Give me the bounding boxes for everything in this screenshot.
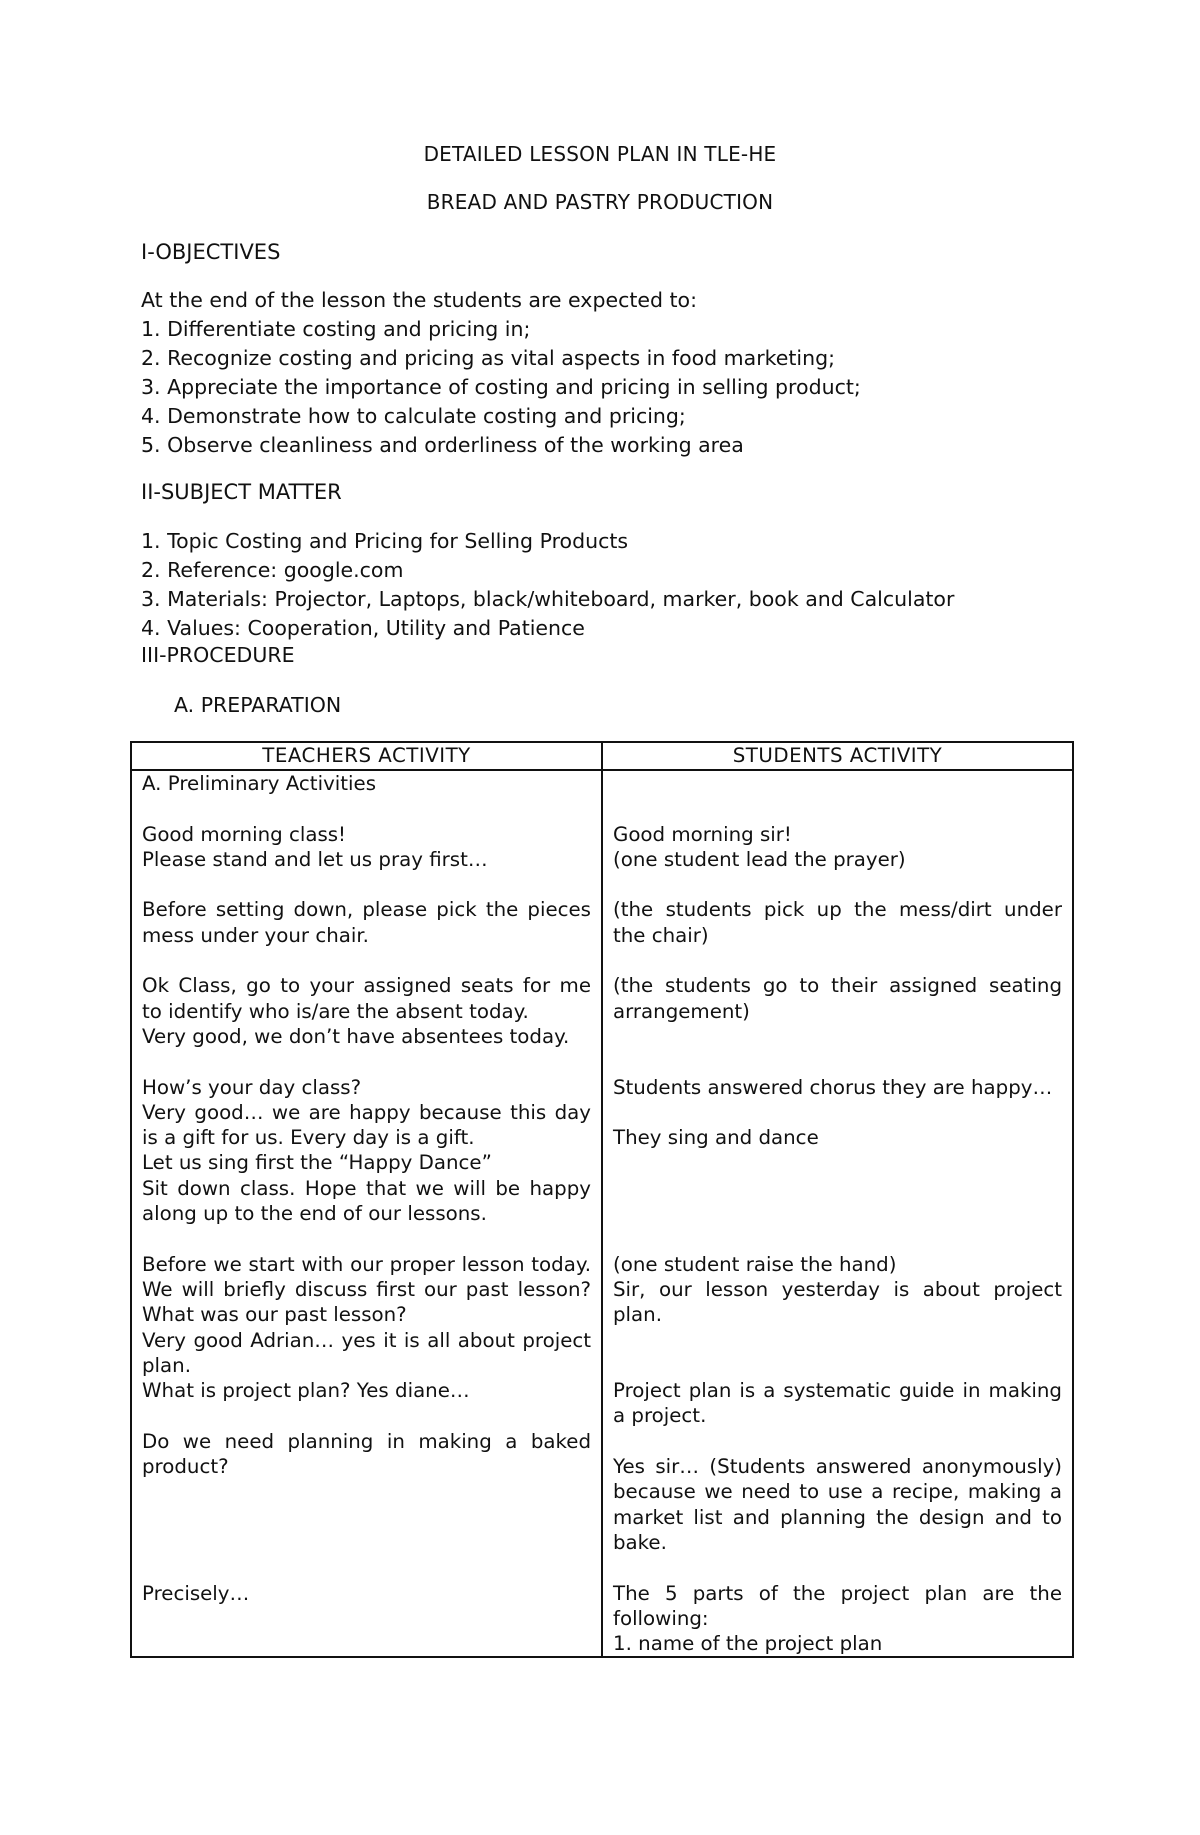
teacher-activity-line (142, 796, 591, 821)
student-activity-line (613, 1024, 1062, 1049)
subject-matter-list (141, 527, 954, 643)
table-header-row (131, 742, 1073, 770)
student-activity-line (613, 1049, 1062, 1074)
students-activity-cell (602, 770, 1073, 1657)
student-activity-line: Sir, our lesson yesterday is about project plan. (613, 1277, 1062, 1327)
student-activity-line (613, 1555, 1062, 1580)
teacher-activity-line: Precisely… (142, 1581, 250, 1605)
activity-table (130, 741, 1074, 1658)
student-activity-line (613, 1100, 1062, 1125)
student-activity-line (613, 1150, 1062, 1175)
objective-item: 1. Differentiate costing and pricing in; (141, 317, 531, 341)
teacher-activity-line (142, 1403, 591, 1428)
student-activity-line: The 5 parts of the project plan are the following: (613, 1581, 1062, 1630)
teacher-activity-line: What is project plan? Yes diane… (142, 1379, 470, 1403)
table-row (131, 770, 1073, 1657)
objective-item: 2. Recognize costing and pricing as vital aspects in food marketing; (141, 346, 836, 370)
preparation-heading: A. PREPARATION (174, 693, 342, 717)
teacher-activity-line: Sit down class. Hope that we will be happy along up to the end of our lessons. (142, 1176, 591, 1226)
teacher-activity-line: Before we start with our proper lesson today. We will briefly discuss first our past lesson? What was our past lesson? (142, 1252, 591, 1327)
teacher-activity-line: How’s your day class? (142, 1075, 362, 1099)
teacher-activity-line: Ok Class, go to your assigned seats for me to identify who is/are the absent today. (142, 974, 591, 1023)
procedure-heading: III-PROCEDURE (141, 643, 295, 667)
subject-matter-heading: II-SUBJECT MATTER (141, 480, 342, 504)
teacher-activity-line (142, 1479, 591, 1504)
teacher-activity-line (142, 1049, 591, 1074)
student-activity-line: Yes sir… (Students answered anonymously) because we need to use a recipe, making a market list and planning the design and to bake. (613, 1455, 1062, 1554)
student-activity-line (613, 872, 1062, 897)
document-subtitle: BREAD AND PASTRY PRODUCTION (426, 190, 774, 214)
teacher-activity-line (142, 948, 591, 973)
student-activity-line (613, 796, 1062, 821)
teacher-activity-line: A. Preliminary Activities (142, 772, 376, 795)
subject-matter-item: 4. Values: Cooperation, Utility and Patience (141, 616, 585, 640)
students-activity-header: STUDENTS ACTIVITY (602, 742, 1073, 770)
student-activity-line (613, 1226, 1062, 1251)
student-activity-line: (the students go to their assigned seating arrangement) (613, 974, 1062, 1023)
teacher-activity-line (142, 1505, 591, 1530)
teacher-activity-line (142, 1530, 591, 1555)
student-activity-line (613, 1429, 1062, 1454)
teacher-activity-line (142, 1555, 591, 1580)
student-activity-line: (one student raise the hand) (613, 1252, 897, 1276)
student-activity-line: Project plan is a systematic guide in making a project. (613, 1379, 1062, 1428)
subject-matter-item: 1. Topic Costing and Pricing for Selling Products (141, 529, 629, 553)
student-activity-line: They sing and dance (613, 1126, 819, 1150)
teacher-activity-line: Do we need planning in making a baked product? (142, 1429, 591, 1479)
student-activity-line: (one student lead the prayer) (613, 847, 906, 871)
student-activity-line: Good morning sir! (613, 822, 792, 846)
subject-matter-item: 2. Reference: google.com (141, 558, 404, 582)
teacher-activity-line: Before setting down, please pick the pieces mess under your chair. (142, 898, 591, 947)
document-title: DETAILED LESSON PLAN IN TLE-HE (423, 142, 777, 166)
teachers-activity-cell (131, 770, 602, 1657)
objective-item: 3. Appreciate the importance of costing and pricing in selling product; (141, 375, 861, 399)
student-activity-line (613, 948, 1062, 973)
objectives-list (141, 315, 861, 460)
student-activity-line: (the students pick up the mess/dirt under the chair) (613, 898, 1062, 947)
student-activity-line (613, 1201, 1062, 1226)
teacher-activity-line: Very good Adrian… yes it is all about project plan. (142, 1328, 591, 1377)
teacher-activity-line (142, 872, 591, 897)
teacher-activity-line: Very good, we don’t have absentees today. (142, 1024, 570, 1048)
student-activity-line (613, 771, 1062, 796)
teachers-activity-header: TEACHERS ACTIVITY (131, 742, 602, 770)
student-activity-line (613, 1176, 1062, 1201)
objective-item: 5. Observe cleanliness and orderliness of the working area (141, 433, 744, 457)
teacher-activity-line: Please stand and let us pray first… (142, 847, 488, 871)
student-activity-line: Students answered chorus they are happy… (613, 1075, 1053, 1099)
objectives-intro: At the end of the lesson the students are expected to: (141, 288, 698, 312)
teacher-activity-line: Good morning class! (142, 822, 346, 846)
objective-item: 4. Demonstrate how to calculate costing and pricing; (141, 404, 686, 428)
objectives-heading: I-OBJECTIVES (141, 240, 281, 264)
student-activity-line (613, 1328, 1062, 1353)
teacher-activity-line: Let us sing first the “Happy Dance” (142, 1151, 492, 1175)
student-activity-line: 1. name of the project plan (613, 1632, 883, 1656)
student-activity-line (613, 1353, 1062, 1378)
teacher-activity-line (142, 1226, 591, 1251)
subject-matter-item: 3. Materials: Projector, Laptops, black/whiteboard, marker, book and Calculator (141, 587, 955, 611)
teacher-activity-line: Very good… we are happy because this day is a gift for us. Every day is a gift. (142, 1100, 591, 1150)
